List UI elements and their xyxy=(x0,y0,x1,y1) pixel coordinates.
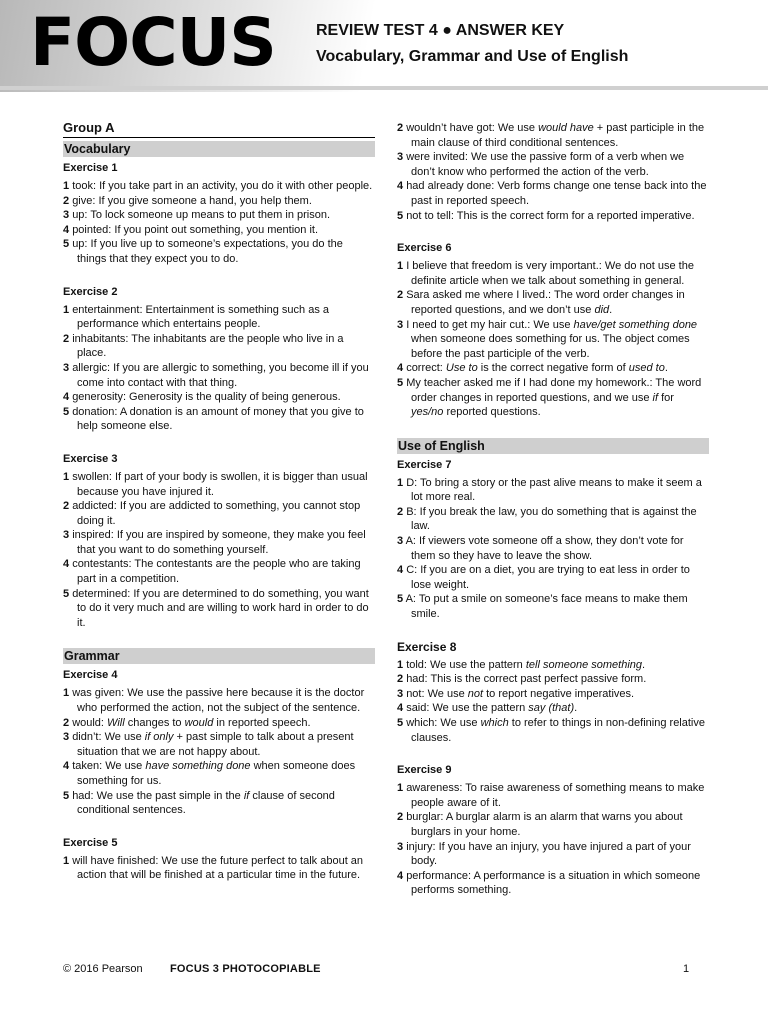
answer-item xyxy=(63,686,375,715)
answer-text: D: To bring a story or the past alive means to make it seem a lot more real. xyxy=(406,476,702,504)
answer-text: I need to get my hair cut.: We use have/get something done when someone does something for us. The object comes before the past participle of the verb. xyxy=(406,318,698,360)
answer-item xyxy=(397,121,709,150)
answer-text: didn’t: We use if only + past simple to talk about a present situation that we are not happy about. xyxy=(72,731,354,758)
answer-number: 2 xyxy=(397,673,404,686)
answer-text: was given: We use the passive here because it is the doctor who performed the action, not the subject of the sentence. xyxy=(72,687,365,715)
photocopiable-label: FOCUS 3 PHOTOCOPIABLE xyxy=(170,963,321,975)
answer-number: 2 xyxy=(63,194,70,207)
answer-number: 4 xyxy=(63,558,70,571)
answer-text: My teacher asked me if I had done my homework.: The word order changes in reported questions, and we use if for yes/no reported questions. xyxy=(406,376,702,419)
answer-text: performance: A performance is a situation in which someone performs something. xyxy=(406,869,701,897)
answer-item xyxy=(397,592,709,621)
answer-item xyxy=(63,499,375,528)
answer-item xyxy=(63,223,375,238)
answer-number: 4 xyxy=(63,760,70,773)
answer-number: 3 xyxy=(63,209,70,222)
copyright-notice: © 2016 Pearson xyxy=(63,963,143,975)
answer-number: 2 xyxy=(397,122,404,134)
answer-item xyxy=(63,730,375,759)
left-column xyxy=(63,120,375,883)
answer-item xyxy=(397,534,709,563)
answer-number: 2 xyxy=(397,505,404,518)
answer-item xyxy=(63,470,375,499)
answer-text: A: If viewers vote someone off a show, they don’t vote for them so they have to leave the show. xyxy=(405,535,684,562)
page-number: 1 xyxy=(683,963,690,975)
right-column xyxy=(397,121,709,898)
answer-number: 4 xyxy=(63,391,70,404)
answer-item xyxy=(397,150,709,179)
answer-item xyxy=(397,376,709,420)
answer-number: 1 xyxy=(63,854,70,867)
answer-number: 2 xyxy=(63,500,70,513)
answer-text: which: We use which to refer to things in non-defining relative clauses. xyxy=(406,717,705,744)
answer-item xyxy=(397,563,709,592)
answer-number: 4 xyxy=(397,702,404,715)
answer-number: 2 xyxy=(397,289,404,302)
answer-text: give: If you give someone a hand, you help them. xyxy=(72,194,312,207)
grammar-section-heading: Grammar xyxy=(63,648,375,664)
answer-text: swollen: If part of your body is swollen, it is bigger than usual because you have injured it. xyxy=(72,470,368,498)
answer-number: 5 xyxy=(397,593,404,606)
answer-text: inhabitants: The inhabitants are the people who live in a place. xyxy=(72,332,344,360)
answer-number: 3 xyxy=(63,529,70,542)
answer-text: allergic: If you are allergic to something, you become ill if you come into contact with that thing. xyxy=(72,361,369,389)
exercise-1-answers xyxy=(63,179,375,267)
answer-number: 1 xyxy=(397,658,404,671)
answer-text: awareness: To raise awareness of something means to make people aware of it. xyxy=(406,782,705,809)
exercise-8-answers xyxy=(397,658,709,746)
exercise-9-answers xyxy=(397,781,709,898)
answer-text: not: We use not to report negative imperatives. xyxy=(406,687,635,700)
answer-number: 1 xyxy=(63,687,70,700)
answer-number: 1 xyxy=(397,260,404,273)
answer-item xyxy=(397,476,709,505)
exercise-5-title: Exercise 5 xyxy=(63,836,118,849)
answer-item xyxy=(63,390,375,405)
answer-item xyxy=(63,303,375,332)
answer-text: had already done: Verb forms change one tense back into the past in reported speech. xyxy=(406,180,707,207)
answer-item xyxy=(397,658,709,673)
answer-number: 3 xyxy=(63,731,70,744)
exercise-7-title: Exercise 7 xyxy=(397,458,452,471)
answer-text: determined: If you are determined to do something, you want to do it very much and are willing to work hard in order to do it. xyxy=(72,587,369,629)
answer-item xyxy=(63,587,375,631)
answer-item xyxy=(397,672,709,687)
answer-item xyxy=(63,208,375,223)
answer-text: will have finished: We use the future perfect to talk about an action that will be finished at a particular time in the future. xyxy=(72,854,364,882)
answer-number: 2 xyxy=(397,811,404,824)
answer-text: up: To lock someone up means to put them in prison. xyxy=(72,209,331,222)
answer-number: 2 xyxy=(63,716,70,729)
exercise-4-title: Exercise 4 xyxy=(63,669,118,682)
group-a-heading: Group A xyxy=(63,120,375,138)
answer-number: 5 xyxy=(397,209,404,222)
answer-item xyxy=(397,781,709,810)
answer-text: up: If you live up to someone’s expectations, you do the things that they expect you to do. xyxy=(72,238,343,265)
answer-item xyxy=(397,687,709,702)
answer-number: 1 xyxy=(63,303,70,316)
answer-text: had: This is the correct past perfect passive form. xyxy=(406,673,647,686)
answer-item xyxy=(397,505,709,534)
answer-text: taken: We use have something done when someone does something for us. xyxy=(72,760,356,787)
answer-text: injury: If you have an injury, you have injured a part of your body. xyxy=(406,840,691,868)
answer-text: said: We use the pattern say (that). xyxy=(406,702,578,715)
answer-number: 3 xyxy=(397,318,404,331)
answer-number: 4 xyxy=(397,362,404,375)
exercise-7-answers xyxy=(397,476,709,622)
answer-item xyxy=(63,179,375,194)
answer-text: inspired: If you are inspired by someone, they make you feel that you want to do something yourself. xyxy=(72,529,366,556)
answer-item xyxy=(397,179,709,208)
answer-item xyxy=(397,869,709,898)
answer-number: 5 xyxy=(63,405,70,418)
answer-text: A: To put a smile on someone’s face means to make them smile. xyxy=(405,593,688,621)
answer-number: 4 xyxy=(397,869,404,882)
page-title: REVIEW TEST 4 ● ANSWER KEY xyxy=(316,22,565,39)
answer-item xyxy=(63,557,375,586)
answer-item xyxy=(397,361,709,376)
answer-item xyxy=(63,854,375,883)
answer-text: pointed: If you point out something, you mention it. xyxy=(72,223,319,236)
use-of-english-section-heading: Use of English xyxy=(397,438,709,454)
answer-item xyxy=(63,332,375,361)
page-subtitle: Vocabulary, Grammar and Use of English xyxy=(316,48,629,65)
answer-number: 5 xyxy=(397,717,404,729)
answer-item xyxy=(397,259,709,288)
answer-text: C: If you are on a diet, you are trying to eat less in order to lose weight. xyxy=(406,564,690,591)
exercise-8-title: Exercise 8 xyxy=(397,639,457,654)
exercise-5-answers xyxy=(63,854,375,883)
answer-number: 5 xyxy=(63,789,70,802)
answer-text: were invited: We use the passive form of a verb when we don’t know who performed the action of the verb. xyxy=(406,151,685,178)
answer-number: 4 xyxy=(63,223,70,236)
answer-number: 1 xyxy=(397,476,404,489)
page-header xyxy=(0,0,768,92)
answer-text: entertainment: Entertainment is something such as a performance which entertains people. xyxy=(72,303,329,331)
vocabulary-section-heading: Vocabulary xyxy=(63,141,375,157)
exercise-3-answers xyxy=(63,470,375,631)
answer-item xyxy=(63,405,375,434)
answer-item xyxy=(63,194,375,209)
answer-text: addicted: If you are addicted to something, you cannot stop doing it. xyxy=(72,500,361,527)
exercise-3-title: Exercise 3 xyxy=(63,452,118,465)
answer-item xyxy=(397,288,709,317)
answer-item xyxy=(63,528,375,557)
answer-item xyxy=(397,209,709,224)
answer-text: not to tell: This is the correct form for a reported imperative. xyxy=(406,209,695,222)
answer-text: donation: A donation is an amount of money that you give to help someone else. xyxy=(72,405,364,433)
answer-item xyxy=(63,789,375,818)
answer-text: B: If you break the law, you do something that is against the law. xyxy=(406,505,697,533)
answer-item xyxy=(63,237,375,266)
exercise-6-title: Exercise 6 xyxy=(397,242,452,255)
exercise-9-title: Exercise 9 xyxy=(397,764,452,777)
answer-text: correct: Use to is the correct negative form of used to. xyxy=(406,362,668,375)
header-divider xyxy=(0,86,768,90)
exercise-6-answers xyxy=(397,259,709,420)
answer-text: generosity: Generosity is the quality of being generous. xyxy=(72,391,341,404)
answer-number: 3 xyxy=(397,840,404,853)
answer-number: 3 xyxy=(397,535,404,548)
answer-item xyxy=(397,840,709,869)
answer-text: I believe that freedom is very important.: We do not use the definite article when we talk about something in general. xyxy=(406,260,694,287)
answer-item xyxy=(397,810,709,839)
exercise-2-title: Exercise 2 xyxy=(63,285,118,298)
answer-number: 2 xyxy=(63,332,70,345)
exercise-5-answers-continued xyxy=(397,121,709,223)
answer-number: 1 xyxy=(397,782,404,795)
answer-number: 5 xyxy=(397,376,404,389)
answer-number: 3 xyxy=(63,361,70,374)
focus-logo: FOCUS xyxy=(30,4,276,81)
answer-number: 3 xyxy=(397,687,404,700)
answer-text: told: We use the pattern tell someone something. xyxy=(406,658,646,671)
answer-item xyxy=(63,361,375,390)
exercise-2-answers xyxy=(63,303,375,434)
answer-number: 1 xyxy=(63,180,70,192)
answer-number: 3 xyxy=(397,151,404,164)
answer-text: contestants: The contestants are the people who are taking part in a competition. xyxy=(72,558,361,586)
answer-item xyxy=(63,759,375,788)
answer-item xyxy=(397,701,709,716)
answer-number: 4 xyxy=(397,564,404,577)
answer-number: 1 xyxy=(63,470,70,483)
answer-text: took: If you take part in an activity, you do it with other people. xyxy=(72,180,373,192)
exercise-1-title: Exercise 1 xyxy=(63,162,118,174)
answer-item xyxy=(63,716,375,731)
answer-number: 5 xyxy=(63,238,70,251)
answer-text: had: We use the past simple in the if clause of second conditional sentences. xyxy=(72,789,335,817)
answer-text: Sara asked me where I lived.: The word order changes in reported questions, and we don’t use did. xyxy=(406,289,685,316)
answer-number: 5 xyxy=(63,587,70,600)
exercise-4-answers xyxy=(63,686,375,817)
answer-item xyxy=(397,716,709,745)
answer-item xyxy=(397,318,709,362)
answer-text: would: Will changes to would in reported speech. xyxy=(72,716,311,729)
answer-text: wouldn’t have got: We use would have + past participle in the main clause of third conditional sentences. xyxy=(406,122,705,149)
answer-text: burglar: A burglar alarm is an alarm that warns you about burglars in your home. xyxy=(406,811,683,838)
answer-number: 4 xyxy=(397,180,404,193)
